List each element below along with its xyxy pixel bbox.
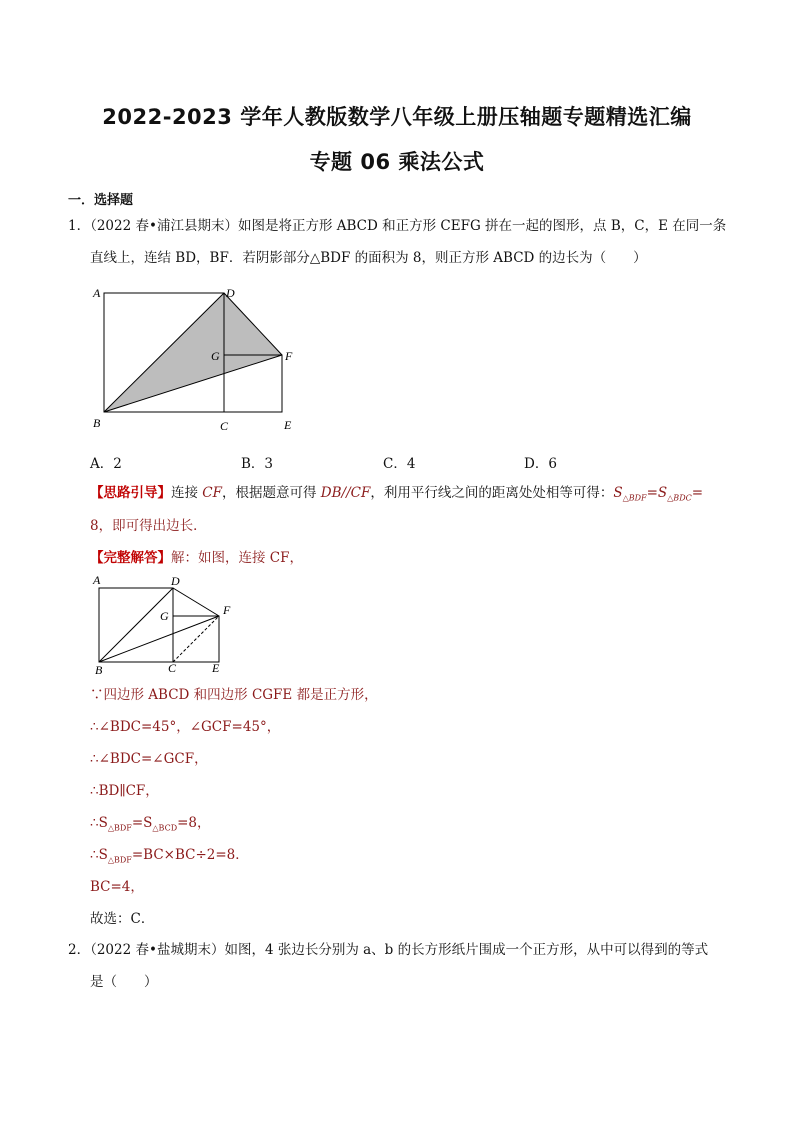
hint-area-2: S xyxy=(657,485,668,501)
label-g: G xyxy=(211,349,220,363)
segment-bf xyxy=(99,616,219,662)
segment-cf-dashed xyxy=(173,616,219,662)
answer-figure xyxy=(90,574,240,678)
shaded-triangle-bdf xyxy=(104,293,282,412)
label-b: B xyxy=(95,663,103,677)
hint-equals: = xyxy=(691,485,704,501)
label-e: E xyxy=(212,661,220,675)
hint-text: 连接 xyxy=(171,485,203,501)
hint-cf: CF xyxy=(202,485,222,501)
solution-step-4: ∴BD∥CF， xyxy=(90,783,159,799)
step-sub: △BDF xyxy=(107,823,132,833)
q1-figure xyxy=(90,282,310,434)
solution-choice: 故选：C． xyxy=(90,911,155,927)
section-heading: 一．选择题 xyxy=(68,193,134,208)
hint-area-1: S xyxy=(613,485,623,501)
label-a: A xyxy=(93,286,101,300)
q2-line-2: 是（ ） xyxy=(90,974,158,990)
label-g: G xyxy=(160,609,169,623)
step-sub: △BDF xyxy=(107,855,132,865)
label-c: C xyxy=(168,661,177,675)
hint-area-1-sub: △BDF xyxy=(622,493,647,503)
option-d[interactable]: D．6 xyxy=(524,456,557,472)
step-text: =8， xyxy=(177,815,211,831)
step-sub: △BCD xyxy=(152,823,178,833)
label-f: F xyxy=(223,603,231,617)
hint-line-2: 8，即可得出边长． xyxy=(90,518,207,534)
step-text: ∴S xyxy=(90,815,108,831)
answer-intro: 解：如图，连接 CF， xyxy=(171,550,303,566)
answer-heading xyxy=(90,549,303,567)
option-a[interactable]: A．2 xyxy=(90,456,122,472)
hint-text: ，根据题意可得 xyxy=(222,485,321,501)
label-b: B xyxy=(93,416,101,430)
hint-equals: = xyxy=(646,485,658,501)
label-d: D xyxy=(226,286,235,300)
label-d: D xyxy=(171,574,180,588)
q1-line-1: 1．（2022 春•浦江县期末）如图是将正方形 ABCD 和正方形 CEFG 拼在一起的图形，点 B，C，E 在同一条 xyxy=(68,218,727,234)
page-title: 2022-2023 学年人教版数学八年级上册压轴题专题精选汇编 xyxy=(102,105,692,129)
hint-parallel: DB//CF xyxy=(320,485,371,501)
solution-step-7: BC=4， xyxy=(90,879,144,895)
option-c[interactable]: C．4 xyxy=(383,456,416,472)
q2-line-1: 2．（2022 春•盐城期末）如图，4 张边长分别为 a、b 的长方形纸片围成一个正方形，从中可以得到的等式 xyxy=(68,942,709,958)
hint-area-2-sub: △BDC xyxy=(667,493,692,503)
label-a: A xyxy=(93,574,101,587)
step-text: =S xyxy=(131,815,153,831)
label-f: F xyxy=(285,349,293,363)
page-subtitle: 专题 06 乘法公式 xyxy=(309,150,485,174)
step-text: ∴S xyxy=(90,847,108,863)
segment-bd xyxy=(99,588,173,662)
option-b[interactable]: B．3 xyxy=(241,456,274,472)
answer-tag: 【完整解答】 xyxy=(90,550,171,566)
solution-step-2: ∴∠BDC=45°，∠GCF=45°， xyxy=(90,719,281,735)
solution-step-3: ∴∠BDC=∠GCF， xyxy=(90,751,208,767)
solution-step-6 xyxy=(90,846,249,870)
hint-tag: 【思路引导】 xyxy=(90,485,171,501)
q1-line-2: 直线上，连结 BD，BF．若阴影部分△BDF 的面积为 8，则正方形 ABCD 的边长为（ ） xyxy=(90,250,647,266)
solution-step-5 xyxy=(90,814,211,838)
segment-df xyxy=(173,588,219,616)
hint-text: ，利用平行线之间的距离处处相等可得： xyxy=(370,485,614,501)
hint-line-1 xyxy=(90,484,703,508)
solution-step-1: ∵四边形 ABCD 和四边形 CGFE 都是正方形， xyxy=(90,687,378,703)
label-e: E xyxy=(284,418,292,432)
label-c: C xyxy=(220,419,229,433)
step-text: =BC×BC÷2=8． xyxy=(131,847,249,863)
